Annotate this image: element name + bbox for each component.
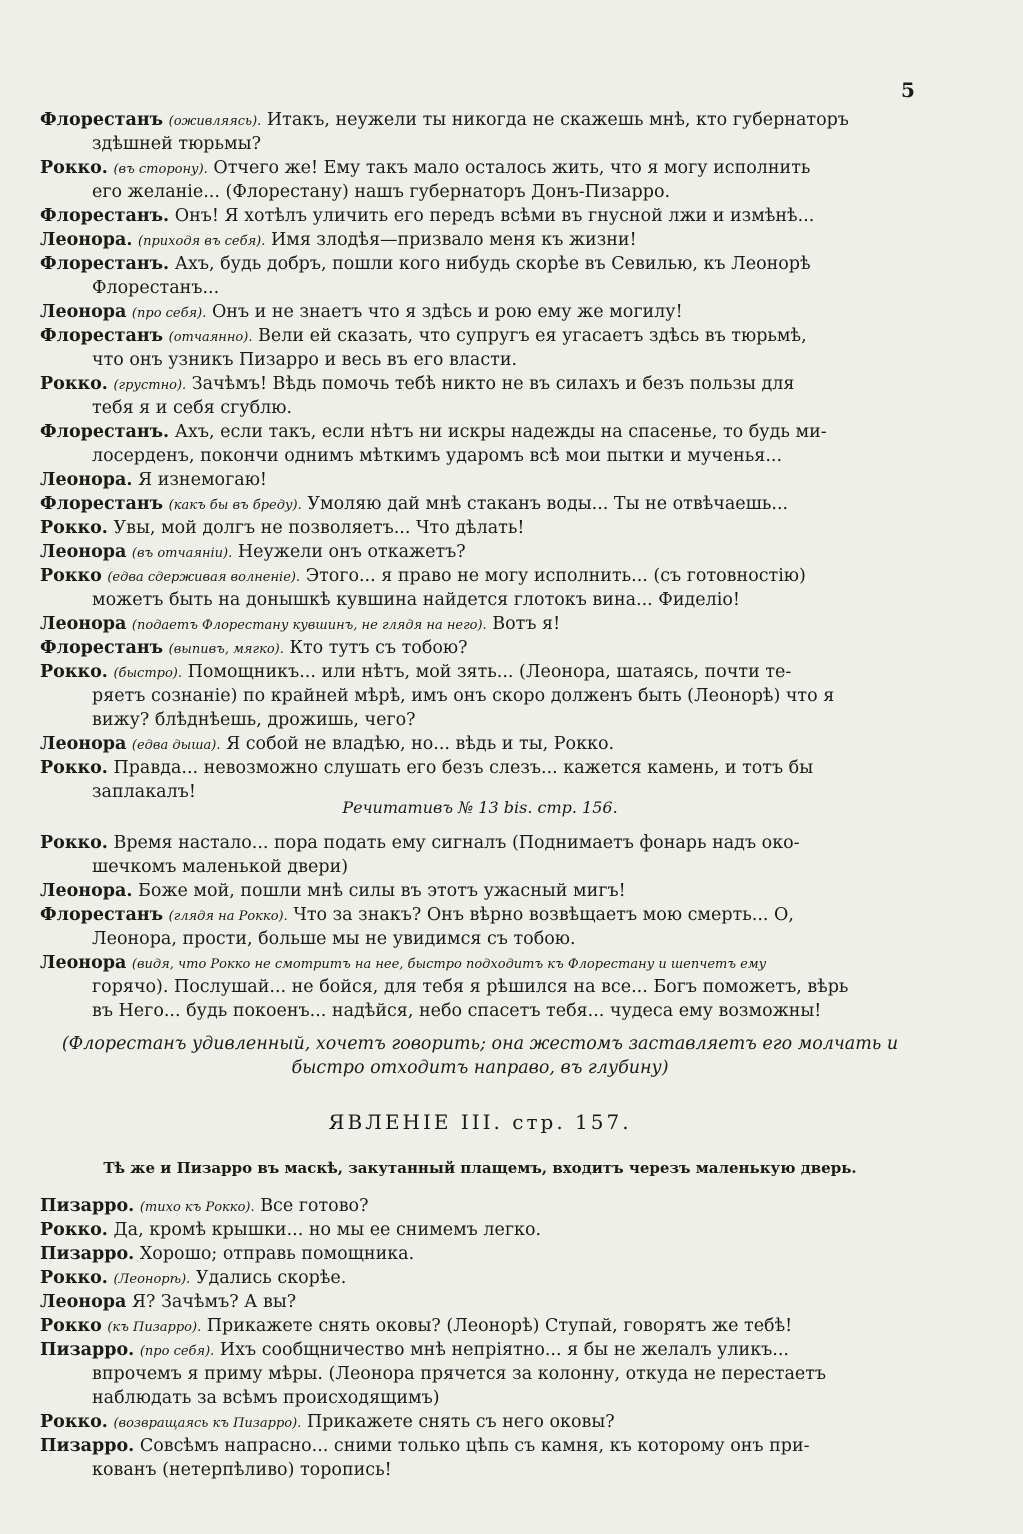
dialogue-line bbox=[40, 156, 920, 180]
speaker-name: Рокко. bbox=[40, 518, 108, 538]
dialogue-line bbox=[40, 732, 920, 756]
continuation-line bbox=[40, 132, 920, 156]
line-text: Ахъ, будь добръ, пошли кого нибудь скорѣе въ Севилью, къ Леонорѣ bbox=[174, 254, 811, 274]
speaker-name: Пизарро. bbox=[40, 1436, 135, 1456]
line-text: Да, кромѣ крышки... но мы ее снимемъ легко. bbox=[113, 1220, 542, 1240]
line-text: Этого... я право не могу исполнить... (съ готовностію) bbox=[305, 566, 806, 586]
speaker-name: Леонора. bbox=[40, 230, 133, 250]
speaker-name: Рокко. bbox=[40, 833, 108, 853]
line-text: Отчего же! Ему такъ мало осталось жить, что я могу исполнить bbox=[213, 158, 811, 178]
continuation-line bbox=[40, 999, 920, 1023]
line-text: наблюдать за всѣмъ происходящимъ) bbox=[92, 1388, 440, 1408]
scene-subheading: Тѣ же и Пизарро въ маскѣ, закутанный плащемъ, входитъ черезъ маленькую дверь. bbox=[103, 1159, 857, 1177]
dialogue-block-top bbox=[40, 108, 920, 804]
line-text: Правда... невозможно слушать его безъ слезъ... кажется камень, и тотъ бы bbox=[113, 758, 814, 778]
dialogue-line bbox=[40, 204, 920, 228]
dialogue-block-middle bbox=[40, 831, 920, 1023]
dialogue-line bbox=[40, 468, 920, 492]
speaker-name: Пизарро. bbox=[40, 1196, 135, 1216]
continuation-line bbox=[40, 1458, 920, 1482]
line-text: Флорестанъ... bbox=[92, 278, 220, 298]
dialogue-line bbox=[40, 831, 920, 855]
line-text: Вели ей сказать, что супругъ ея угасаетъ здѣсь въ тюрьмѣ, bbox=[258, 326, 807, 346]
line-text: Неужели онъ откажетъ? bbox=[237, 542, 466, 562]
speaker-name: Рокко. bbox=[40, 758, 108, 778]
line-text: можетъ быть на донышкѣ кувшина найдется глотокъ вина... Фиделіо! bbox=[92, 590, 740, 610]
dialogue-line bbox=[40, 1266, 920, 1290]
line-text: въ Него... будь покоенъ... надѣйся, небо спасетъ тебя... чудеса ему возможны! bbox=[92, 1001, 822, 1021]
line-text: тебя я и себя сгублю. bbox=[92, 398, 293, 418]
line-text: кованъ (нетерпѣливо) торопись! bbox=[92, 1460, 392, 1480]
line-text: Хорошо; отправь помощника. bbox=[139, 1244, 415, 1264]
line-text: Имя злодѣя—призвало меня къ жизни! bbox=[270, 230, 637, 250]
dialogue-line bbox=[40, 636, 920, 660]
scene-subheading-block bbox=[40, 1156, 920, 1180]
line-text: Онъ! Я хотѣлъ уличить его передъ всѣми въ гнусной лжи и измѣнѣ... bbox=[174, 206, 815, 226]
stage-note: (въ сторону). bbox=[113, 162, 208, 177]
line-text: Прикажете снять оковы? (Леонорѣ) Ступай, говорятъ же тебѣ! bbox=[206, 1316, 793, 1336]
stage-note: (оживляясь). bbox=[168, 114, 262, 129]
speaker-name: Леонора bbox=[40, 302, 127, 322]
speaker-name: Рокко. bbox=[40, 662, 108, 682]
stage-note: (возвращаясь къ Пизарро). bbox=[113, 1416, 302, 1431]
speaker-name: Флорестанъ bbox=[40, 638, 164, 658]
dialogue-line bbox=[40, 1242, 920, 1266]
dialogue-line bbox=[40, 108, 920, 132]
speaker-name: Флорестанъ. bbox=[40, 422, 170, 442]
stage-note: (про себя). bbox=[139, 1344, 215, 1359]
recitative-label: Речитативъ № 13 bis. стр. 156. bbox=[342, 798, 618, 817]
line-text: Увы, мой долгъ не позволяетъ... Что дѣлать! bbox=[113, 518, 525, 538]
speaker-name: Пизарро. bbox=[40, 1340, 135, 1360]
line-text: горячо). Послушай... не бойся, для тебя я рѣшился на все... Богъ поможетъ, вѣрь bbox=[92, 977, 849, 997]
speaker-name: Рокко. bbox=[40, 374, 108, 394]
speaker-name: Флорестанъ bbox=[40, 905, 164, 925]
dialogue-line bbox=[40, 252, 920, 276]
stage-note: (видя, что Рокко не смотритъ на нее, быстро подходитъ къ Флорестану и шепчетъ ему bbox=[131, 957, 767, 972]
line-text: Ихъ сообщничество мнѣ непріятно... я бы не желалъ уликъ... bbox=[219, 1340, 789, 1360]
line-text: Умоляю дай мнѣ стаканъ воды... Ты не отвѣчаешь... bbox=[307, 494, 789, 514]
stage-note: (отчаянно). bbox=[168, 330, 253, 345]
speaker-name: Флорестанъ bbox=[40, 326, 164, 346]
line-text: Онъ и не знаетъ что я здѣсь и рою ему же могилу! bbox=[211, 302, 683, 322]
dialogue-line bbox=[40, 492, 920, 516]
continuation-line bbox=[40, 396, 920, 420]
continuation-line bbox=[40, 927, 920, 951]
line-text: Удались скорѣе. bbox=[195, 1268, 347, 1288]
page-number: 5 bbox=[901, 78, 915, 102]
dialogue-line bbox=[40, 1290, 920, 1314]
line-text: вижу? блѣднѣешь, дрожишь, чего? bbox=[92, 710, 416, 730]
speaker-name: Рокко bbox=[40, 1316, 102, 1336]
dialogue-line bbox=[40, 324, 920, 348]
speaker-name: Рокко. bbox=[40, 1220, 108, 1240]
stage-note: (какъ бы въ бреду). bbox=[168, 498, 302, 513]
speaker-name: Леонора. bbox=[40, 881, 133, 901]
line-text: шечкомъ маленькой двери) bbox=[92, 857, 349, 877]
dialogue-line bbox=[40, 1434, 920, 1458]
line-text: Я изнемогаю! bbox=[138, 470, 267, 490]
dialogue-line bbox=[40, 228, 920, 252]
line-text: Кто тутъ съ тобою? bbox=[289, 638, 468, 658]
dialogue-line bbox=[40, 372, 920, 396]
speaker-name: Леонора bbox=[40, 542, 127, 562]
speaker-name: Рокко bbox=[40, 566, 102, 586]
speaker-name: Леонора bbox=[40, 614, 127, 634]
stage-note: (едва дыша). bbox=[131, 738, 221, 753]
dialogue-line bbox=[40, 756, 920, 780]
dialogue-line bbox=[40, 951, 920, 975]
recitative-heading bbox=[40, 796, 920, 820]
dialogue-line bbox=[40, 420, 920, 444]
stage-note: (глядя на Рокко). bbox=[168, 909, 288, 924]
stage-note: (Леонорѣ). bbox=[113, 1272, 191, 1287]
continuation-line bbox=[40, 348, 920, 372]
line-text: Леонора, прости, больше мы не увидимся съ тобою. bbox=[92, 929, 576, 949]
stage-note: (тихо къ Рокко). bbox=[139, 1200, 255, 1215]
stage-note: (едва сдерживая волненіе). bbox=[107, 570, 301, 585]
speaker-name: Леонора bbox=[40, 953, 127, 973]
scene-heading: ЯВЛЕНІЕ III. стр. 157. bbox=[328, 1110, 632, 1134]
line-text: Ахъ, если такъ, если нѣтъ ни искры надежды на спасенье, то будь ми- bbox=[174, 422, 827, 442]
scene-heading-block bbox=[40, 1110, 920, 1134]
stage-direction-line-1: (Флорестанъ удивленный, хочетъ говорить; она жестомъ заставляетъ его молчать и bbox=[61, 1034, 899, 1054]
line-text: Прикажете снять съ него оковы? bbox=[306, 1412, 615, 1432]
dialogue-line bbox=[40, 879, 920, 903]
speaker-name: Флорестанъ. bbox=[40, 254, 170, 274]
continuation-line bbox=[40, 855, 920, 879]
dialogue-line bbox=[40, 300, 920, 324]
continuation-line bbox=[40, 708, 920, 732]
speaker-name: Рокко. bbox=[40, 1268, 108, 1288]
line-text: ряетъ сознаніе) по крайней мѣрѣ, имъ онъ скоро долженъ быть (Леонорѣ) что я bbox=[92, 686, 835, 706]
dialogue-line bbox=[40, 564, 920, 588]
line-text: Вотъ я! bbox=[492, 614, 561, 634]
speaker-name: Рокко. bbox=[40, 1412, 108, 1432]
stage-direction-line-2: быстро отходитъ направо, въ глубину) bbox=[291, 1058, 669, 1078]
line-text: Все готово? bbox=[260, 1196, 369, 1216]
stage-note: (быстро). bbox=[113, 666, 183, 681]
continuation-line bbox=[40, 276, 920, 300]
line-text: Время настало... пора подать ему сигналъ (Поднимаетъ фонарь надъ око- bbox=[113, 833, 800, 853]
dialogue-line bbox=[40, 903, 920, 927]
stage-note: (къ Пизарро). bbox=[107, 1320, 202, 1335]
dialogue-line bbox=[40, 660, 920, 684]
line-text: Помощникъ... или нѣтъ, мой зять... (Леонора, шатаясь, почти те- bbox=[187, 662, 792, 682]
dialogue-line bbox=[40, 1314, 920, 1338]
dialogue-line bbox=[40, 516, 920, 540]
dialogue-line bbox=[40, 1410, 920, 1434]
stage-note: (въ отчаяніи). bbox=[131, 546, 233, 561]
stage-note: (выпивъ, мягко). bbox=[168, 642, 284, 657]
continuation-line bbox=[40, 588, 920, 612]
stage-note: (приходя въ себя). bbox=[138, 234, 266, 249]
line-text: Итакъ, неужели ты никогда не скажешь мнѣ, кто губернаторъ bbox=[266, 110, 849, 130]
dialogue-line bbox=[40, 1194, 920, 1218]
speaker-name: Леонора bbox=[40, 734, 127, 754]
stage-note: (подаетъ Флорестану кувшинъ, не глядя на него). bbox=[131, 618, 487, 633]
dialogue-line bbox=[40, 540, 920, 564]
continuation-line bbox=[40, 1386, 920, 1410]
line-text: Я? Зачѣмъ? А вы? bbox=[131, 1292, 297, 1312]
line-text: впрочемъ я приму мѣры. (Леонора прячется за колонну, откуда не перестаетъ bbox=[92, 1364, 827, 1384]
continuation-line bbox=[40, 1362, 920, 1386]
line-text: Боже мой, пошли мнѣ силы въ этотъ ужасный мигъ! bbox=[138, 881, 626, 901]
speaker-name: Флорестанъ bbox=[40, 494, 164, 514]
line-text: Совсѣмъ напрасно... сними только цѣпь съ камня, къ которому онъ при- bbox=[139, 1436, 810, 1456]
line-text: заплакалъ! bbox=[92, 782, 196, 802]
line-text: здѣшней тюрьмы? bbox=[92, 134, 261, 154]
line-text: Что за знакъ? Онъ вѣрно возвѣщаетъ мою смерть... О, bbox=[293, 905, 794, 925]
stage-note: (грустно). bbox=[113, 378, 187, 393]
line-text: Я собой не владѣю, но... вѣдь и ты, Рокко. bbox=[226, 734, 615, 754]
continuation-line bbox=[40, 444, 920, 468]
continuation-line bbox=[40, 180, 920, 204]
continuation-line bbox=[40, 684, 920, 708]
speaker-name: Леонора. bbox=[40, 470, 133, 490]
dialogue-block-bottom bbox=[40, 1194, 920, 1482]
line-text: что онъ узникъ Пизарро и весь въ его власти. bbox=[92, 350, 518, 370]
line-text: его желаніе... (Флорестану) нашъ губернаторъ Донъ-Пизарро. bbox=[92, 182, 671, 202]
stage-direction bbox=[40, 1032, 920, 1080]
continuation-line bbox=[40, 975, 920, 999]
dialogue-line bbox=[40, 1338, 920, 1362]
speaker-name: Леонора bbox=[40, 1292, 127, 1312]
speaker-name: Флорестанъ bbox=[40, 110, 164, 130]
dialogue-line bbox=[40, 612, 920, 636]
dialogue-line bbox=[40, 1218, 920, 1242]
stage-note: (про себя). bbox=[131, 306, 207, 321]
line-text: лосерденъ, покончи однимъ мѣткимъ ударомъ всѣ мои пытки и мученья... bbox=[92, 446, 783, 466]
speaker-name: Пизарро. bbox=[40, 1244, 135, 1264]
line-text: Зачѣмъ! Вѣдь помочь тебѣ никто не въ силахъ и безъ пользы для bbox=[191, 374, 795, 394]
speaker-name: Рокко. bbox=[40, 158, 108, 178]
speaker-name: Флорестанъ. bbox=[40, 206, 170, 226]
